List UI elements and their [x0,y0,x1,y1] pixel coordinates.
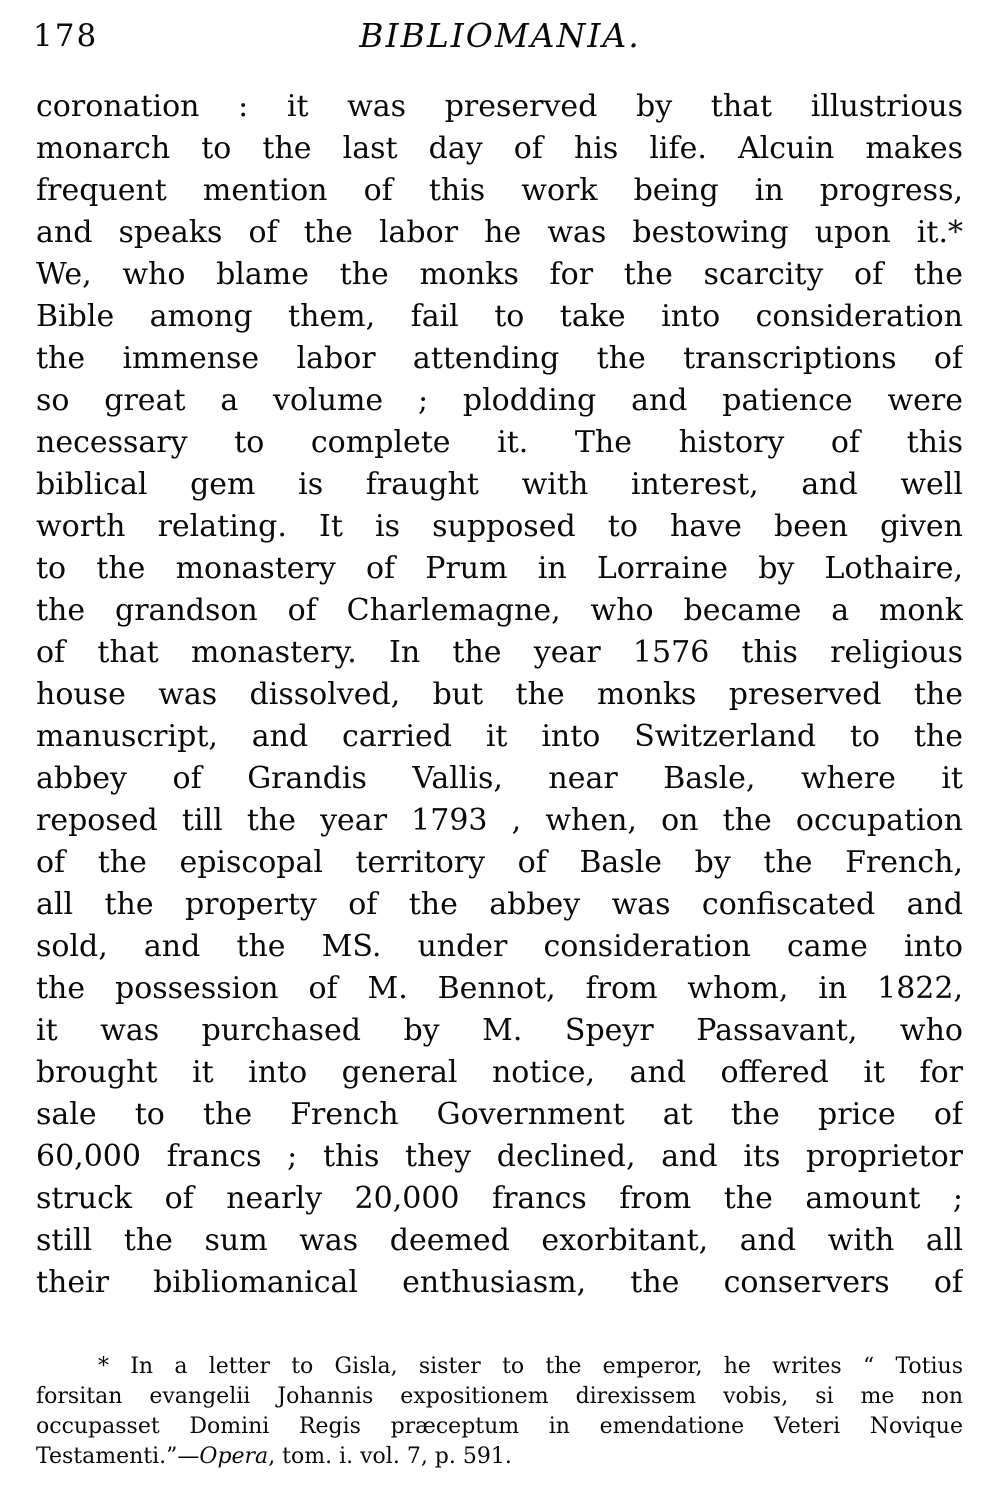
text-line: reposed till the year 1793 , when, on the occupation [36,803,963,838]
running-title: BIBLIOMANIA. [359,16,641,55]
text-line: the grandson of Charlemagne, who became a monk [36,593,963,628]
text-line: the possession of M. Bennot, from whom, in 1822, [36,971,963,1006]
text-line: Bible among them, fail to take into consideration [36,299,963,334]
text-line: of the episcopal territory of Basle by the French, [36,845,963,880]
text-line: worth relating. It is supposed to have been given [36,509,963,544]
text-line: manuscript, and carried it into Switzerland to the [36,719,963,754]
text-line: it was purchased by M. Speyr Passavant, who [36,1013,963,1048]
text-line: brought it into general notice, and offered it for [36,1055,963,1090]
footnote-line: forsitan evangelii Johannis expositionem direxissem vobis, si me non [36,1384,963,1409]
text-line: so great a volume ; plodding and patience were [36,383,963,418]
text-line: 60,000 francs ; this they declined, and its proprietor [36,1139,963,1174]
footnote-line: * In a letter to Gisla, sister to the emperor, he writes “ Totius [98,1354,963,1379]
text-line: still the sum was deemed exorbitant, and with all [36,1223,963,1258]
footnote-text: Testamenti.”— [36,1444,200,1469]
text-line: biblical gem is fraught with interest, and well [36,467,963,502]
text-line: the immense labor attending the transcriptions of [36,341,963,376]
text-line: their bibliomanical enthusiasm, the conservers of [36,1265,963,1300]
footnote-citation: , tom. i. vol. 7, p. 591. [268,1444,512,1469]
page-header [0,16,1000,56]
footnote-line [36,1442,963,1472]
text-line: to the monastery of Prum in Lorraine by Lothaire, [36,551,963,586]
text-line: all the property of the abbey was confiscated and [36,887,963,922]
text-line: of that monastery. In the year 1576 this religious [36,635,963,670]
text-line: house was dissolved, but the monks preserved the [36,677,963,712]
text-line: sale to the French Government at the price of [36,1097,963,1132]
text-line: frequent mention of this work being in progress, [36,173,963,208]
footnote-work-title: Opera [199,1444,269,1469]
footnote-line: occupasset Domini Regis præceptum in emendatione Veteri Novique [36,1414,963,1439]
text-line: and speaks of the labor he was bestowing upon it.* [36,215,963,250]
text-line: struck of nearly 20,000 francs from the amount ; [36,1181,963,1216]
footnote [36,1352,963,1472]
text-line: necessary to complete it. The history of this [36,425,963,460]
text-line: We, who blame the monks for the scarcity of the [36,257,963,292]
page-number: 178 [33,18,99,54]
text-line: monarch to the last day of his life. Alcuin makes [36,131,963,166]
text-line: sold, and the MS. under consideration came into [36,929,963,964]
text-line: coronation : it was preserved by that illustrious [36,89,963,124]
body-text [36,86,963,1304]
text-line: abbey of Grandis Vallis, near Basle, where it [36,761,963,796]
